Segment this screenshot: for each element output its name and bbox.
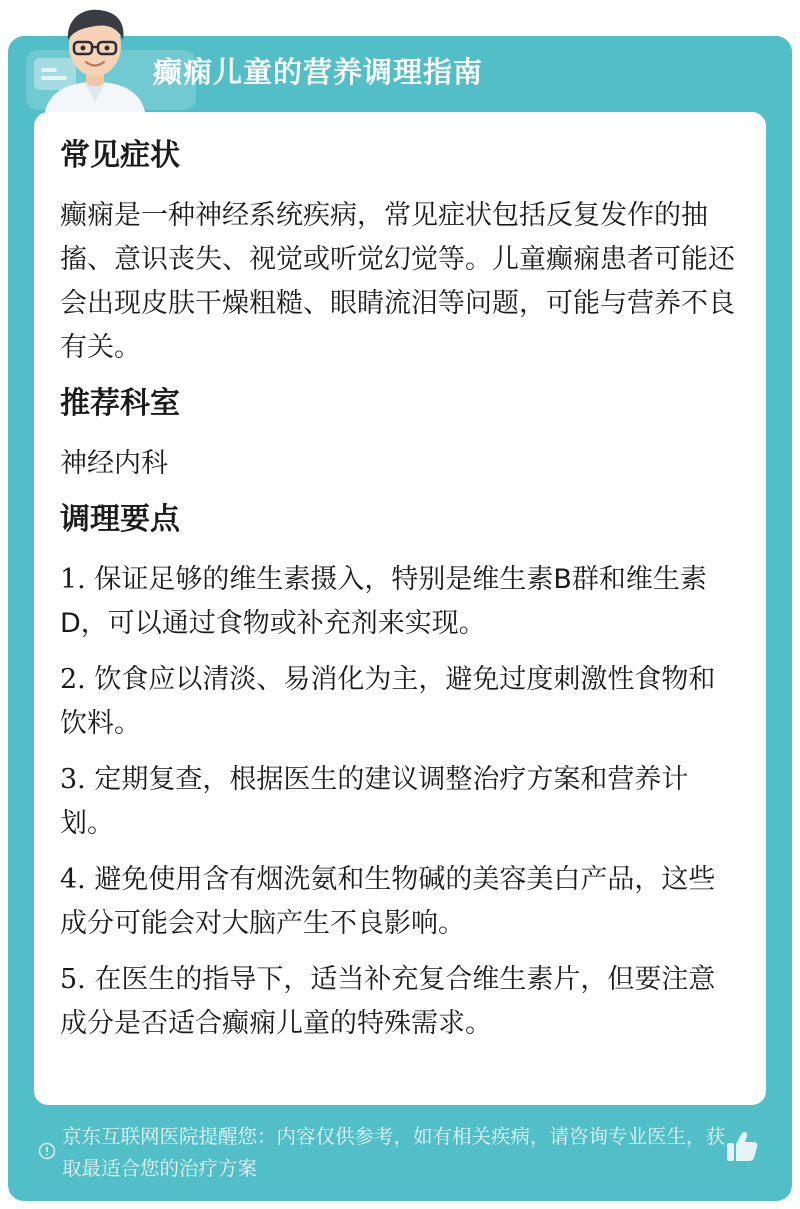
list-item-text: 在医生的指导下，适当补充复合维生素片，但要注意成分是否适合癫痫儿童的特殊需求。 [60,964,716,1039]
content-body [60,130,740,1058]
list-item-text: 定期复查，根据医生的建议调整治疗方案和营养计划。 [60,764,689,839]
department-title: 推荐科室 [60,386,180,421]
thumbs-up-icon[interactable] [724,1128,760,1164]
list-item [60,658,740,746]
list-item-number: 2. [60,664,86,695]
list-item-number: 3. [60,764,86,795]
list-item-number: 1. [60,564,86,595]
page-title: 癫痫儿童的营养调理指南 [153,55,484,89]
symptoms-text: 癫痫是一种神经系统疾病，常见症状包括反复发作的抽搐、意识丧失、视觉或听觉幻觉等。儿童癫痫患者可能还会出现皮肤干燥粗糙、眼睛流泪等问题，可能与营养不良有关。 [60,200,735,363]
list-item [60,558,740,646]
list-item-number: 4. [60,864,86,895]
department-text: 神经内科 [60,448,168,479]
list-item [60,858,740,946]
list-item-text: 保证足够的维生素摄入，特别是维生素B群和维生素D，可以通过食物或补充剂来实现。 [60,564,707,639]
list-item [60,958,740,1046]
info-icon [38,1142,56,1160]
disclaimer-text: 京东互联网医院提醒您：内容仅供参考，如有相关疾病，请咨询专业医生，获取最适合您的治疗方案 [62,1125,726,1180]
list-item [60,758,740,846]
list-item-text: 避免使用含有烟洗氨和生物碱的美容美白产品，这些成分可能会对大脑产生不良影响。 [60,864,716,939]
tips-title: 调理要点 [60,502,180,537]
list-item-number: 5. [60,964,86,995]
symptoms-title: 常见症状 [60,138,180,173]
list-item-text: 饮食应以清淡、易消化为主，避免过度刺激性食物和饮料。 [60,664,716,739]
doctor-avatar [40,6,150,112]
